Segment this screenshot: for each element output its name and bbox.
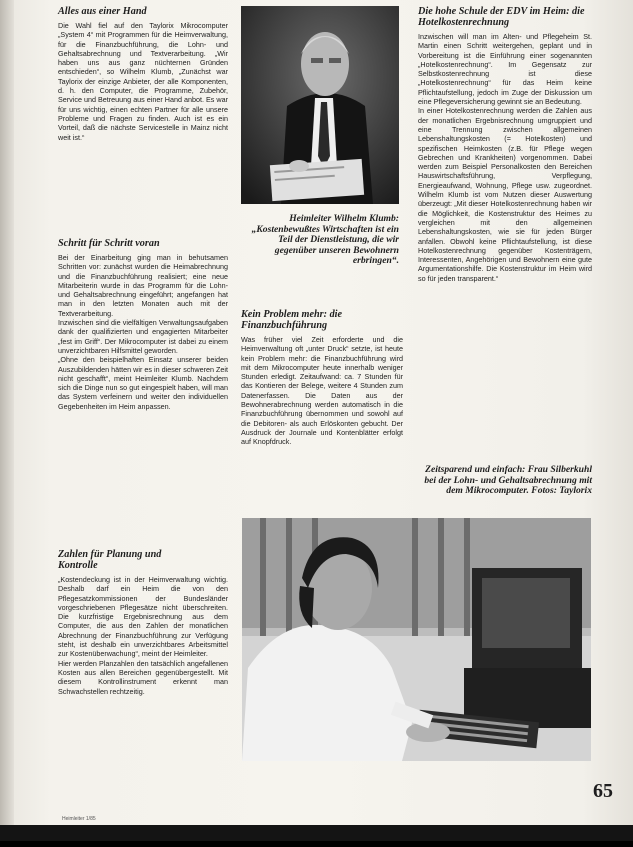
column-middle: [241, 309, 403, 447]
portrait-image: [241, 6, 399, 204]
computer-photo-image: [242, 518, 591, 761]
caption-portrait: Heimleiter Wilhelm Klumb: „Kostenbewußtes Wirtschaften ist ein Teil der Dienstleistung, die wir gegenüber unseren Bewohnern erbringen“.: [251, 213, 399, 267]
column-left: [58, 6, 228, 142]
column-left-section-2: [58, 238, 228, 411]
paragraph-alles-aus-einer-hand: Die Wahl fiel auf den Taylorix Mikrocomputer „System 4“ mit Programmen für die Heimverwaltung, für die Finanzbuchführung, die Lohn- und Gehaltsabrechnung und Textverarbeitung. „Wir haben uns aus ganz nüchternen Gründen entschieden“, so Wilhelm Klumb, „Zunächst war Taylorix der einzige Anbieter, der alle Komponenten, d. h. den Computer, die Programme, Zubehör, Service und Betreuung aus einer Hand anbot. Es war für uns wichtig, einen echten Partner für alle unsere Probleme und Fragen zu finden. Auch ist es ein Vorteil, daß die nächste Servicestelle in Mainz nicht weit ist.“: [58, 21, 228, 142]
heading-schritt-fuer-schritt: Schritt für Schritt voran: [58, 238, 160, 249]
caption-computer-photo: Zeitsparend und einfach: Frau Silberkuhl bei der Lohn- und Gehaltsabrechnung mit dem Mikrocomputer. Fotos: Taylorix: [424, 464, 592, 497]
heading-zahlen-fuer-planung: Zahlen für Planung und Kontrolle: [58, 549, 162, 571]
heading-hohe-schule-der-edv: Die hohe Schule der EDV im Heim: die Hotelkostenrechnung: [418, 6, 585, 28]
paragraph-zahlen-fuer-planung: „Kostendeckung ist in der Heimverwaltung wichtig. Deshalb darf ein Heim die von den Pflegesatzkommissionen der Bundesländer vorgeschriebenen Pflegesätze nicht überschreiten. Die kurzfristige Ergebnisrechnung aus dem Computer, die aus den Zahlen der monatlichen Abrechnung der Finanzbuchführung zur Verfügung steht, ist deshalb ein unverzichtbares Arbeitsmittel zur Kostenüberwachung“, meint der Heimleiter. Hier werden Planzahlen den tatsächlich angefallenen Kosten aus allen Bereichen gegenübergestellt. Mit diesem Kontrollinstrument erkennt man Schwachstellen rechtzeitig.: [58, 575, 228, 696]
column-left-section-3: [58, 549, 228, 696]
paragraph-hotelkostenrechnung: Inzwischen will man im Alten- und Pflegeheim St. Martin einen Schritt weitergehen, geplant und in Vorbereitung ist die Einführung einer sogenannten „Hotelkostenrechnung“. Im Gegensatz zur Selbstkostenrechnung ist diese „Hotelkostenrechnung“ für das Heim keine Pflichtaufstellung, jedoch im Zuge der Diskussion um eine Pflegeversicherung gewinnt sie an Bedeutung. In einer Hotelkostenrechnung werden die Zahlen aus der monatlichen Ergebnisrechnung umgruppiert und eine Trennung zwischen allgemeinen Lebenshaltungskosten (= Hotelkosten) und spezifischen Heimkosten (z.B. für Pflege wegen Gebrechen und Krankheiten) vorgenommen. Dabei werden zum Beispiel Personalkosten den Bereichen Hauswirtschaftsführung, Verpflegung, Energieaufwand, Wohnung, Pflege usw. zugeordnet. Wilhelm Klumb ist vom Nutzen dieser Auswertung überzeugt: „Mit dieser Hotelkostenrechnung haben wir die Möglichkeit, die Kostenstruktur des Heimes zu vergleichen mit den allgemeinen Lebenshaltungskosten, wie sie für jeden Bürger anfallen. Obwohl keine Pflichtaufstellung, ist diese Hotelkostenrechnung gegenüber Kostenträgern, Interessenten, Angehörigen und Bewohnern eine gute Argumentationshilfe. Die Kostenstruktur im Heim wird so für jeden transparent.“: [418, 32, 592, 283]
paragraph-schritt-fuer-schritt: Bei der Einarbeitung ging man in behutsamen Schritten vor: zunächst wurden die Heimabrechnung und die Finanzbuchführung realisiert; eine neue Mitarbeiterin wurde in das Programm für die Lohn- und Gehaltsabrechnung eingeführt; angefangen hat man in den letzten Monaten auch mit der Textverarbeitung. Inzwischen sind die vielfältigen Verwaltungsaufgaben dank der qualifizierten und engagierten Mitarbeiter „fest im Griff“. Der Mikrocomputer ist dabei zu einem unverzichtbaren Hilfsmittel geworden. „Ohne den beispielhaften Einsatz unserer beiden Auszubildenden hätten wir es in dieser schweren Zeit nicht geschafft“, meint Heimleiter Klumb. Nachdem sich die Dinge nun so gut eingespielt haben, will man das System verfeinern und weiter den individuellen Gegebenheiten im Heim anpassen.: [58, 253, 228, 411]
heading-kein-problem-mehr: Kein Problem mehr: die Finanzbuchführung: [241, 309, 343, 331]
photo-woman-at-computer: [242, 518, 591, 761]
scanner-bottom-edge: [0, 825, 633, 847]
page-binding-shadow: [0, 0, 14, 847]
page-number: 65: [593, 780, 613, 802]
column-right: [418, 6, 592, 283]
photo-heimleiter-portrait: [241, 6, 399, 204]
heading-alles-aus-einer-hand: Alles aus einer Hand: [58, 6, 147, 17]
footer-issue-note: Heimleiter 1/85: [62, 816, 96, 822]
paragraph-kein-problem-mehr: Was früher viel Zeit erforderte und die Heimverwaltung oft „unter Druck“ setzte, ist heute kein Problem mehr: die Finanzbuchführung wird mit dem Mikrocomputer heute innerhalb weniger Stunden erledigt. Zeitaufwand: ca. 7 Stunden für das Kontieren der Belege, weitere 4 Stunden zum Datenerfassen. Die Daten aus der Bewohnerabrechnung werden automatisch in die Finanzbuchführung übernommen und sowohl auf die Debitoren- als auch Erlöskonten gebucht. Der Ausdruck der Journale und Kontenblätter erfolgt auf Knopfdruck.: [241, 335, 403, 447]
